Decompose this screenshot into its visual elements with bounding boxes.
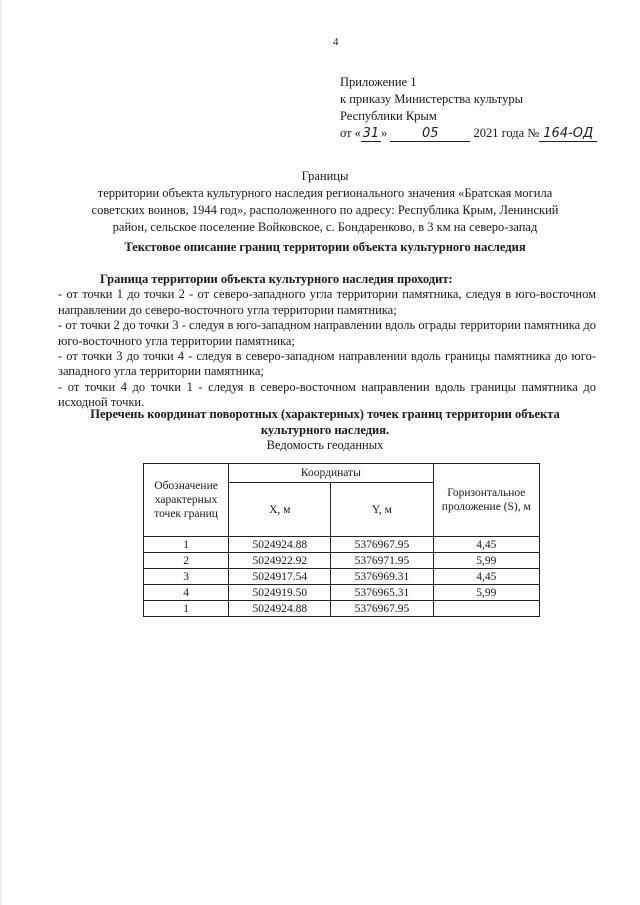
document-title [60, 168, 590, 236]
cell-x: 5024924.88 [229, 601, 331, 617]
cell-distance [433, 601, 539, 617]
cell-y: 5376967.95 [331, 537, 433, 553]
page-number: 4 [333, 36, 339, 48]
boundary-description [58, 272, 596, 411]
date-prefix: от « [340, 126, 361, 140]
appendix-line-2: к приказу Министерства культуры [340, 92, 523, 106]
cell-y: 5376965.31 [331, 585, 433, 601]
title-line-1: Границы [301, 169, 349, 183]
title-line-3: советских воинов, 1944 год», расположенного по адресу: Республика Крым, Ленинский [91, 203, 559, 217]
appendix-line-1: Приложение 1 [340, 75, 417, 89]
cell-point: 4 [144, 585, 229, 601]
appendix-block [340, 74, 597, 142]
cell-point: 3 [144, 569, 229, 585]
cell-point: 1 [144, 601, 229, 617]
cell-x: 5024917.54 [229, 569, 331, 585]
table-row [144, 569, 540, 585]
order-number: 164-ОД [539, 127, 597, 142]
title-line-2: территории объекта культурного наследия регионального значения «Братская могила [97, 186, 553, 200]
cell-point: 2 [144, 553, 229, 569]
cell-y: 5376971.95 [331, 553, 433, 569]
header-distance: Горизонтальное проложение (S), м [433, 464, 539, 537]
scan-edge-shadow [0, 0, 3, 905]
boundary-item: - от точки 1 до точки 2 - от северо-западного угла территории памятника, следуя в юго-восточном направлении до северо-восточного угла территории памятника; [58, 287, 596, 317]
geodata-subtitle: Ведомость геоданных [266, 438, 384, 452]
header-y: Y, м [331, 483, 433, 537]
date-day-suffix: » [380, 126, 388, 140]
cell-point: 1 [144, 537, 229, 553]
cell-y: 5376969.31 [331, 569, 433, 585]
coordinates-list-title [60, 406, 590, 438]
header-x: X, м [229, 483, 331, 537]
table-row [144, 585, 540, 601]
header-coords: Координаты [229, 464, 433, 483]
list-title-line-1: Перечень координат поворотных (характерных) точек границ территории объекта [90, 407, 560, 421]
boundary-heading: Граница территории объекта культурного наследия проходит: [100, 272, 453, 286]
cell-distance: 5,99 [433, 553, 539, 569]
boundary-item: - от точки 4 до точки 1 - следуя в северо-восточном направлении вдоль границы памятника до исходной точки. [58, 379, 596, 410]
cell-x: 5024922.92 [229, 553, 331, 569]
coordinates-table [143, 463, 540, 617]
table-row [144, 601, 540, 617]
table-row [144, 537, 540, 553]
cell-y: 5376967.95 [331, 601, 433, 617]
title-line-4: район, сельское поселение Войковское, с. Бондаренково, в 3 км на северо-запад [112, 220, 538, 234]
boundary-item: - от точки 3 до точки 4 - следуя в северо-западном направлении вдоль границы памятника до юго-западного угла территории памятника; [58, 349, 596, 379]
date-day: 31 [362, 126, 380, 141]
cell-distance: 4,45 [433, 537, 539, 553]
boundary-item: - от точки 2 до точки 3 - следуя в юго-западном направлении вдоль ограды территории памятника до юго-восточного угла территории памятника; [58, 318, 596, 348]
cell-x: 5024919.50 [229, 585, 331, 601]
date-year: 2021 года № [473, 126, 540, 140]
cell-distance: 5,99 [433, 585, 539, 601]
cell-x: 5024924.88 [229, 537, 331, 553]
header-points: Обозначение характерных точек границ [144, 464, 229, 537]
section-title: Текстовое описание границ территории объекта культурного наследия [124, 240, 526, 254]
table-row [144, 553, 540, 569]
list-title-line-2: культурного наследия. [260, 423, 390, 437]
date-month: 05 [390, 127, 470, 142]
appendix-date-line [340, 125, 597, 142]
appendix-line-3: Республики Крым [340, 109, 437, 123]
cell-distance: 4,45 [433, 569, 539, 585]
